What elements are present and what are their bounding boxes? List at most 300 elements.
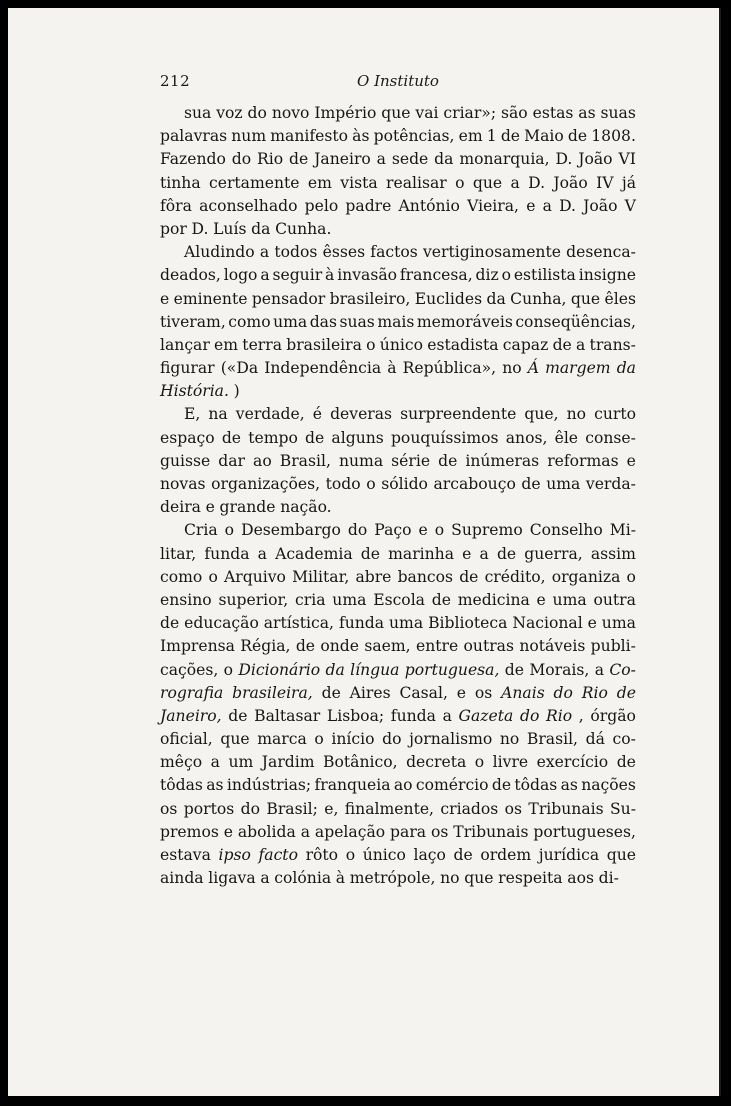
italic-word: Gazeta	[458, 706, 514, 725]
word: monarquia,	[459, 150, 550, 169]
text-line	[160, 172, 636, 195]
text-line	[160, 380, 636, 403]
text-line	[160, 821, 636, 844]
word: colónia	[274, 869, 332, 888]
word: cações,	[160, 660, 219, 679]
word: tôdas	[160, 776, 203, 795]
word: estava	[160, 846, 211, 864]
word: nações	[581, 776, 636, 795]
word: num	[231, 127, 267, 146]
word: exercício	[536, 753, 609, 772]
word: di-	[598, 869, 619, 888]
word: marinha	[388, 544, 455, 563]
word: são	[501, 104, 528, 122]
word: franqueia	[314, 776, 391, 795]
paragraph	[160, 403, 636, 519]
italic-word: margem	[545, 359, 611, 378]
word: ao	[393, 776, 413, 795]
word: Morais,	[529, 660, 590, 679]
text-line	[160, 403, 636, 426]
word: a	[257, 544, 267, 563]
word: no	[440, 869, 460, 888]
word: pelo	[304, 196, 339, 215]
word: crédito,	[484, 567, 546, 586]
word: à	[335, 869, 346, 888]
word: uma	[601, 614, 636, 633]
word: Botânico,	[323, 753, 398, 772]
word: o	[314, 730, 324, 749]
text-line	[160, 774, 636, 797]
word: educação	[184, 614, 259, 633]
word: as	[560, 776, 578, 795]
word: João	[583, 196, 618, 215]
word: Tribunais	[453, 822, 529, 841]
word: uma	[546, 475, 581, 493]
word: voz	[216, 104, 243, 122]
word: a	[210, 753, 220, 772]
italic-word: do	[553, 683, 573, 702]
word: e	[205, 498, 215, 517]
word: órgão	[590, 706, 636, 725]
italic-word: de	[616, 683, 636, 702]
word: a	[576, 335, 586, 354]
word: de	[459, 567, 479, 586]
word: os	[504, 799, 523, 818]
word: como	[228, 312, 271, 331]
word: espaço	[160, 428, 215, 447]
word: do	[347, 521, 368, 540]
word: funda	[390, 706, 436, 725]
word: dá	[585, 730, 605, 749]
word: todos	[274, 243, 318, 262]
word: ,	[578, 706, 584, 725]
word: às	[352, 127, 370, 146]
text-line	[160, 635, 636, 658]
word: aos	[567, 869, 594, 888]
word: o	[223, 660, 234, 679]
word: Brasil,	[526, 730, 579, 749]
italic-word: Janeiro,	[160, 706, 222, 725]
text-line	[160, 148, 636, 171]
word: no	[566, 405, 587, 424]
word: de	[616, 753, 636, 772]
word: e	[587, 614, 597, 633]
word: alguns	[331, 428, 384, 447]
word: estas	[532, 104, 574, 122]
word: Maio	[524, 127, 564, 146]
word: a	[479, 544, 489, 563]
text-line	[160, 125, 636, 148]
word: organiza	[551, 567, 621, 586]
word: de	[360, 544, 380, 563]
word: outras	[463, 637, 514, 656]
word: diz	[475, 266, 499, 285]
word: conse-	[585, 428, 636, 447]
italic-word: facto	[258, 846, 298, 864]
word: de	[552, 335, 572, 354]
word: de	[289, 150, 309, 169]
word: tôdas	[514, 776, 558, 795]
word: desenca-	[566, 243, 636, 262]
word: premos	[160, 822, 219, 841]
text-line	[160, 496, 636, 519]
word: de	[504, 660, 524, 679]
word: bancos	[397, 567, 454, 586]
word: Rio	[257, 150, 284, 169]
word: saem,	[364, 637, 411, 656]
word: o	[501, 266, 511, 285]
word: Conselho	[529, 521, 603, 540]
word: a	[442, 706, 452, 725]
word: a	[510, 173, 520, 192]
word: logo	[223, 266, 258, 285]
word: aconselhado	[199, 196, 298, 215]
word: que	[570, 289, 601, 308]
word: de	[491, 776, 512, 795]
word: as	[206, 776, 224, 795]
word: e	[223, 822, 233, 841]
word: da	[251, 219, 271, 238]
text-line	[160, 195, 636, 218]
word: o	[366, 475, 376, 493]
text-line	[160, 705, 636, 728]
word: é	[312, 405, 323, 424]
text-line	[160, 659, 636, 682]
word: República»,	[402, 359, 497, 378]
word: de	[521, 475, 541, 493]
text-line	[160, 311, 636, 334]
word: de	[295, 637, 316, 656]
word: Paço	[374, 521, 412, 540]
word: decreta	[406, 753, 467, 772]
word: de	[321, 683, 341, 702]
word: em	[307, 173, 332, 192]
word: terra	[242, 335, 282, 354]
word: artística,	[263, 614, 335, 633]
word: pouquíssimos	[390, 428, 499, 447]
word: surpreendente	[400, 405, 517, 424]
word: que	[464, 869, 494, 888]
word: o	[455, 173, 465, 192]
word: superior,	[218, 590, 289, 609]
word: litar,	[160, 544, 197, 563]
word: figurar	[160, 359, 215, 378]
word: publi-	[590, 637, 636, 656]
word: funda	[204, 544, 250, 563]
italic-word: da	[325, 660, 345, 679]
text-line	[160, 682, 636, 705]
word: o	[474, 753, 485, 772]
word: reformas	[547, 451, 619, 470]
word: Mi-	[609, 521, 636, 540]
word: V	[624, 196, 636, 215]
word: que	[220, 730, 250, 749]
word: realisar	[386, 173, 447, 192]
word: o	[208, 567, 218, 586]
word: memoráveis	[416, 312, 513, 331]
word: Biblioteca	[428, 614, 508, 633]
word: de	[305, 428, 325, 447]
word: Nacional	[512, 614, 583, 633]
word: Lisboa;	[326, 706, 385, 725]
italic-word: Rio	[581, 683, 608, 702]
word: êsses	[322, 243, 366, 262]
word: 1808.	[591, 127, 636, 146]
word: fôra	[160, 196, 192, 215]
word: E,	[184, 405, 201, 424]
word: Fazendo	[160, 150, 226, 169]
text-line	[160, 427, 636, 450]
page-header	[160, 72, 636, 96]
word: uma	[332, 590, 367, 609]
word: curto	[594, 405, 636, 424]
text-line	[160, 102, 636, 125]
word: medicina	[457, 590, 530, 609]
word: mêço	[160, 753, 203, 772]
word: rôto	[305, 846, 339, 864]
word: verda-	[585, 475, 636, 493]
text-line	[160, 264, 636, 287]
word: nação.	[280, 498, 332, 517]
word: e	[526, 196, 536, 215]
word: e	[626, 451, 636, 470]
italic-word: ipso	[218, 846, 251, 864]
word: («Da	[220, 359, 259, 378]
word: abre	[355, 567, 392, 586]
word: em	[458, 127, 483, 146]
word: factos	[370, 243, 418, 262]
italic-word: portuguesa,	[404, 660, 500, 679]
word: série	[391, 451, 431, 470]
word: das	[309, 312, 337, 331]
word: Euclides	[414, 289, 483, 308]
italic-word: brasileira,	[232, 683, 313, 702]
word: os	[430, 822, 449, 841]
word: brasileira	[286, 335, 362, 354]
word: suas	[339, 312, 375, 331]
body-text	[160, 102, 636, 890]
word: capaz	[502, 335, 549, 354]
word: Independência	[264, 359, 382, 378]
word: Brasil,	[279, 451, 331, 470]
word: ainda	[160, 869, 204, 888]
text-line	[160, 844, 636, 867]
word: Cunha.	[275, 219, 332, 238]
word: pensador	[251, 289, 326, 308]
word: o	[626, 567, 636, 586]
word: que	[381, 104, 411, 122]
italic-word: Á	[527, 359, 539, 378]
word: o	[345, 846, 356, 864]
word: em	[214, 335, 239, 354]
word: IV	[596, 173, 614, 192]
word: D.	[191, 219, 209, 238]
word: Desembargo	[241, 521, 341, 540]
word: portos	[183, 799, 235, 818]
word: Arquivo	[224, 567, 286, 586]
word: livre	[492, 753, 529, 772]
word: comércio	[415, 776, 489, 795]
word: único	[379, 335, 423, 354]
word: o	[366, 335, 376, 354]
word: ao	[253, 451, 272, 470]
word: a	[260, 266, 270, 285]
word: verdade,	[235, 405, 305, 424]
word: e	[418, 521, 428, 540]
word: estadista	[427, 335, 499, 354]
word: respeita	[498, 869, 563, 888]
word: Aires	[349, 683, 391, 702]
word: eminente	[173, 289, 248, 308]
word: anos,	[505, 428, 548, 447]
word: padre	[345, 196, 392, 215]
word: Régia,	[240, 637, 291, 656]
text-line	[160, 334, 636, 357]
word: grande	[219, 498, 276, 517]
word: Militar,	[292, 567, 350, 586]
text-line	[160, 357, 636, 380]
italic-word: rografia	[160, 683, 224, 702]
page-number: 212	[160, 72, 191, 90]
word: mais	[377, 312, 415, 331]
word: que,	[524, 405, 559, 424]
word: seguir	[272, 266, 323, 285]
word: abolida	[237, 822, 296, 841]
word: a	[594, 660, 604, 679]
word: as	[578, 104, 596, 122]
text-line	[160, 589, 636, 612]
word: e	[160, 289, 170, 308]
text-line	[160, 473, 636, 496]
word: Tribunais	[528, 799, 604, 818]
word: certamente	[209, 173, 300, 192]
word: laço	[413, 846, 446, 864]
word: potências,	[373, 127, 455, 146]
word: onde	[320, 637, 360, 656]
word: criados	[440, 799, 499, 818]
word: do	[382, 730, 402, 749]
word: indústrias;	[226, 776, 312, 795]
word: de	[160, 614, 180, 633]
word: os	[160, 799, 178, 818]
word: brasileiro,	[329, 289, 411, 308]
word: de	[500, 127, 521, 146]
word: invasão	[337, 266, 398, 285]
word: de	[431, 590, 451, 609]
word: dar	[218, 451, 246, 470]
word: na	[208, 405, 228, 424]
word: à	[325, 266, 335, 285]
word: para	[390, 822, 427, 841]
word: de	[567, 127, 588, 146]
running-title: O Instituto	[357, 72, 439, 90]
word: inúmeras	[465, 451, 540, 470]
word: numa	[338, 451, 384, 470]
italic-word: do	[519, 706, 540, 725]
word: ligava	[208, 869, 256, 888]
text-line	[160, 751, 636, 774]
word: D.	[528, 173, 546, 192]
word: novas	[160, 475, 206, 493]
word: a	[376, 150, 386, 169]
word: por	[160, 219, 187, 238]
word: co-	[612, 730, 636, 749]
italic-word: Co-	[609, 660, 636, 679]
word: no	[499, 730, 520, 749]
italic-word: Anais	[501, 683, 545, 702]
word: guisse	[160, 451, 211, 470]
word: Academia	[275, 544, 353, 563]
word: já	[621, 173, 636, 192]
italic-word: Dicionário	[238, 660, 321, 679]
word: do	[247, 104, 267, 122]
text-line	[160, 566, 636, 589]
word: sua	[184, 104, 212, 122]
word: que	[472, 173, 503, 192]
word: Jardim	[261, 753, 315, 772]
paragraph	[160, 241, 636, 403]
word: os	[474, 683, 493, 702]
word: e	[536, 590, 546, 609]
word: uma	[389, 614, 424, 633]
word: êles	[604, 289, 636, 308]
word: sede	[391, 150, 429, 169]
word: que	[606, 846, 636, 864]
word: Império	[314, 104, 377, 122]
word: Imprensa	[160, 637, 235, 656]
italic-word: língua	[350, 660, 400, 679]
word: arcabouço	[433, 475, 516, 493]
word: deveras	[330, 405, 393, 424]
word: tiveram,	[160, 312, 226, 331]
word: e	[456, 683, 467, 702]
text-line	[160, 798, 636, 821]
word: portugueses,	[533, 822, 636, 841]
word: )	[233, 382, 240, 401]
word: de	[438, 451, 458, 470]
word: D.	[555, 150, 573, 169]
word: o	[224, 521, 235, 540]
text-line	[160, 218, 636, 241]
paragraph	[160, 519, 636, 890]
word: Su-	[610, 799, 636, 818]
italic-word: da	[616, 359, 636, 378]
word: vista	[340, 173, 378, 192]
word: Cria	[184, 521, 218, 540]
word: entre	[415, 637, 459, 656]
word: Luís	[213, 219, 247, 238]
word: 1	[486, 127, 497, 146]
word: vertiginosamente	[422, 243, 561, 262]
word: uma	[552, 590, 587, 609]
word: como	[160, 567, 203, 586]
word: da	[486, 289, 506, 308]
word: finalmente,	[344, 799, 435, 818]
word: criar»;	[443, 104, 497, 122]
italic-word: Rio	[546, 706, 573, 725]
word: de	[221, 428, 242, 447]
word: tempo	[248, 428, 298, 447]
word: trans-	[589, 335, 636, 354]
word: único	[362, 846, 406, 864]
word: no	[502, 359, 522, 378]
word: João	[553, 173, 588, 192]
word: Baltasar	[254, 706, 321, 725]
word: apelação	[314, 822, 386, 841]
word: notáveis	[519, 637, 586, 656]
word: início	[331, 730, 375, 749]
word: tinha	[160, 173, 201, 192]
